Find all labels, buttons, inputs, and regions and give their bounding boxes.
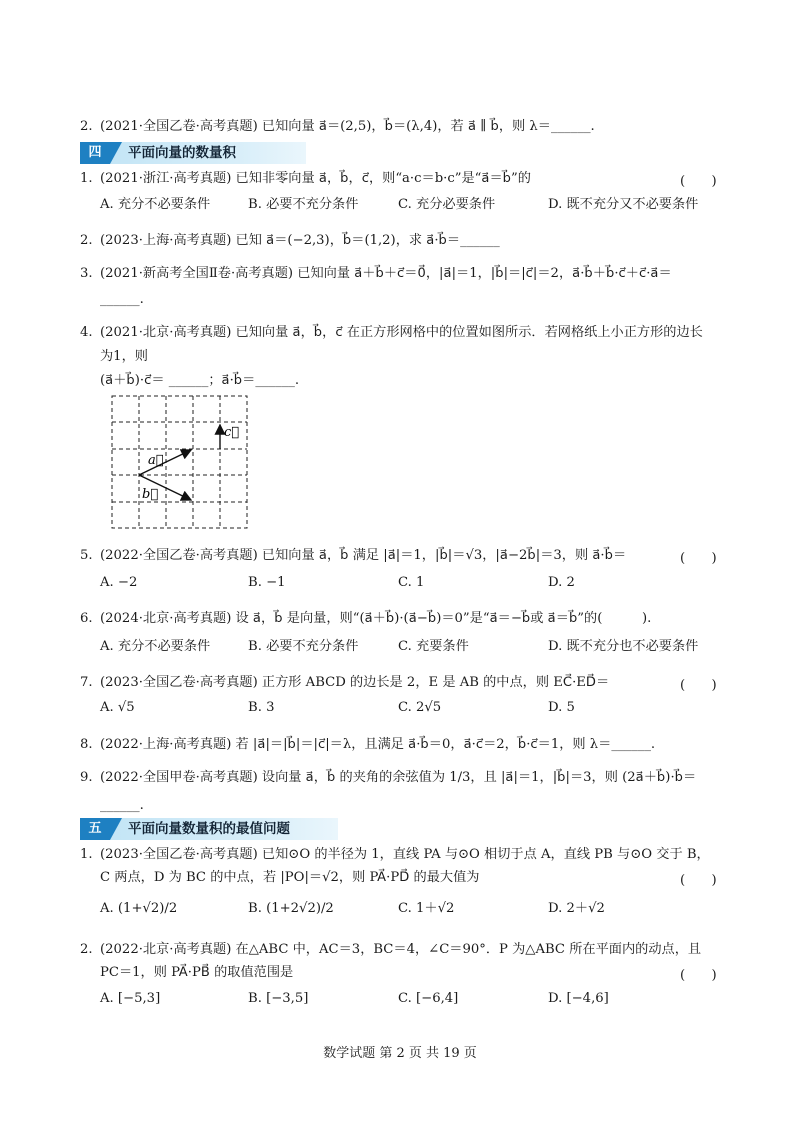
question-3-cont: ______. — [100, 292, 144, 307]
option-c: C. 1＋√2 — [398, 901, 455, 916]
option-d: D. 2＋√2 — [548, 901, 605, 916]
question-2-top: 2. (2021·全国乙卷·高考真题) 已知向量 a⃗＝(2,5)，b⃗＝(λ,4)，若 a⃗ ∥ b⃗，则 λ＝______. — [80, 119, 595, 134]
option-d: D. [−4,6] — [548, 991, 609, 1006]
vector-c-label: c⃗ — [224, 425, 240, 440]
option-c: C. 充要条件 — [398, 639, 469, 654]
question-6: 6. (2024·北京·高考真题) 设 a⃗，b⃗ 是向量，则“(a⃗＋b⃗)·(a⃗−b⃗)＝0”是“a⃗＝−b⃗或 a⃗＝b⃗”的( ). — [80, 611, 652, 626]
section-header-5 — [80, 818, 338, 840]
question-9-cont: ______. — [100, 798, 144, 813]
section-header-4 — [80, 142, 306, 164]
section-badge: 五 — [80, 818, 110, 840]
option-a: A. 充分不必要条件 — [100, 639, 211, 654]
option-a: A. √5 — [100, 700, 135, 715]
option-a: A. 充分不必要条件 — [100, 197, 211, 212]
question-5-1-cont: C 两点，D 为 BC 的中点，若 |PO|＝√2，则 PA⃗·PD⃗ 的最大值为 — [100, 870, 480, 885]
option-c: C. 充分必要条件 — [398, 197, 496, 212]
option-b: B. [−3,5] — [248, 991, 309, 1006]
question-4-ask: (a⃗＋b⃗)·c⃗＝ ______；a⃗·b⃗＝______. — [100, 373, 300, 388]
option-a: A. [−5,3] — [100, 991, 161, 1006]
question-8: 8. (2022·上海·高考真题) 若 |a⃗|＝|b⃗|＝|c⃗|＝λ，且满足 a⃗·b⃗＝0，a⃗·c⃗＝2，b⃗·c⃗＝1，则 λ＝______. — [80, 737, 656, 752]
question-9: 9. (2022·全国甲卷·高考真题) 设向量 a⃗，b⃗ 的夹角的余弦值为 1/3，且 |a⃗|＝1，|b⃗|＝3，则 (2a⃗＋b⃗)·b⃗＝ — [80, 770, 697, 785]
question-5-1: 1. (2023·全国乙卷·高考真题) 已知⊙O 的半径为 1，直线 PA 与⊙O 相切于点 A，直线 PB 与⊙O 交于 B， — [80, 847, 710, 862]
question-7: 7. (2023·全国乙卷·高考真题) 正方形 ABCD 的边长是 2，E 是 AB 的中点，则 EC⃗·ED⃗＝ — [80, 675, 610, 690]
option-a: A. −2 — [100, 575, 138, 590]
page-footer: 数学试题 第 2 页 共 19 页 — [323, 1046, 477, 1061]
option-d: D. 2 — [548, 575, 575, 590]
question-4-cont: 为1，则 — [100, 349, 148, 364]
answer-paren: ( ) — [680, 968, 717, 983]
option-c: C. 1 — [398, 575, 425, 590]
answer-paren: ( ) — [680, 551, 717, 566]
option-d: D. 既不充分也不必要条件 — [548, 639, 699, 654]
question-5-2-cont: PC＝1，则 PA⃗·PB⃗ 的取值范围是 — [100, 965, 294, 980]
answer-paren: ( ) — [680, 174, 717, 189]
option-c: C. [−6,4] — [398, 991, 459, 1006]
answer-paren: ( ) — [680, 873, 717, 888]
section-badge: 四 — [80, 142, 110, 164]
vector-b-label: b⃗ — [142, 487, 159, 502]
question-2: 2. (2023·上海·高考真题) 已知 a⃗＝(−2,3)，b⃗＝(1,2)，求 a⃗·b⃗＝______ — [80, 233, 500, 248]
section-title: 平面向量数量积的最值问题 — [128, 821, 290, 837]
option-d: D. 5 — [548, 700, 575, 715]
option-b: B. 必要不充分条件 — [248, 197, 359, 212]
option-b: B. 3 — [248, 700, 275, 715]
option-b: B. 必要不充分条件 — [248, 639, 359, 654]
vector-a — [139, 450, 191, 475]
option-b: B. (1+2√2)/2 — [248, 901, 334, 916]
question-5: 5. (2022·全国乙卷·高考真题) 已知向量 a⃗，b⃗ 满足 |a⃗|＝1，|b⃗|＝√3，|a⃗−2b⃗|＝3，则 a⃗·b⃗＝ — [80, 548, 627, 563]
section-title: 平面向量的数量积 — [128, 145, 236, 161]
question-4: 4. (2021·北京·高考真题) 已知向量 a⃗，b⃗，c⃗ 在正方形网格中的位置如图所示．若网格纸上小正方形的边长 — [80, 325, 703, 340]
option-d: D. 既不充分又不必要条件 — [548, 197, 699, 212]
question-1: 1. (2021·浙江·高考真题) 已知非零向量 a⃗，b⃗，c⃗，则“a·c＝b·c”是“a⃗＝b⃗”的 — [80, 171, 531, 186]
question-3: 3. (2021·新高考全国Ⅱ卷·高考真题) 已知向量 a⃗＋b⃗＋c⃗＝0⃗，|a⃗|＝1，|b⃗|＝|c⃗|＝2，a⃗·b⃗＋b⃗·c⃗＋c⃗·a⃗＝ — [80, 266, 672, 281]
option-a: A. (1+√2)/2 — [100, 901, 178, 916]
vector-a-label: a⃗ — [148, 453, 164, 468]
vector-grid-figure — [108, 392, 268, 532]
question-5-2: 2. (2022·北京·高考真题) 在△ABC 中，AC＝3，BC＝4，∠C＝90°．P 为△ABC 所在平面内的动点，且 — [80, 942, 702, 957]
option-b: B. −1 — [248, 575, 286, 590]
answer-paren: ( ) — [680, 678, 717, 693]
option-c: C. 2√5 — [398, 700, 442, 715]
